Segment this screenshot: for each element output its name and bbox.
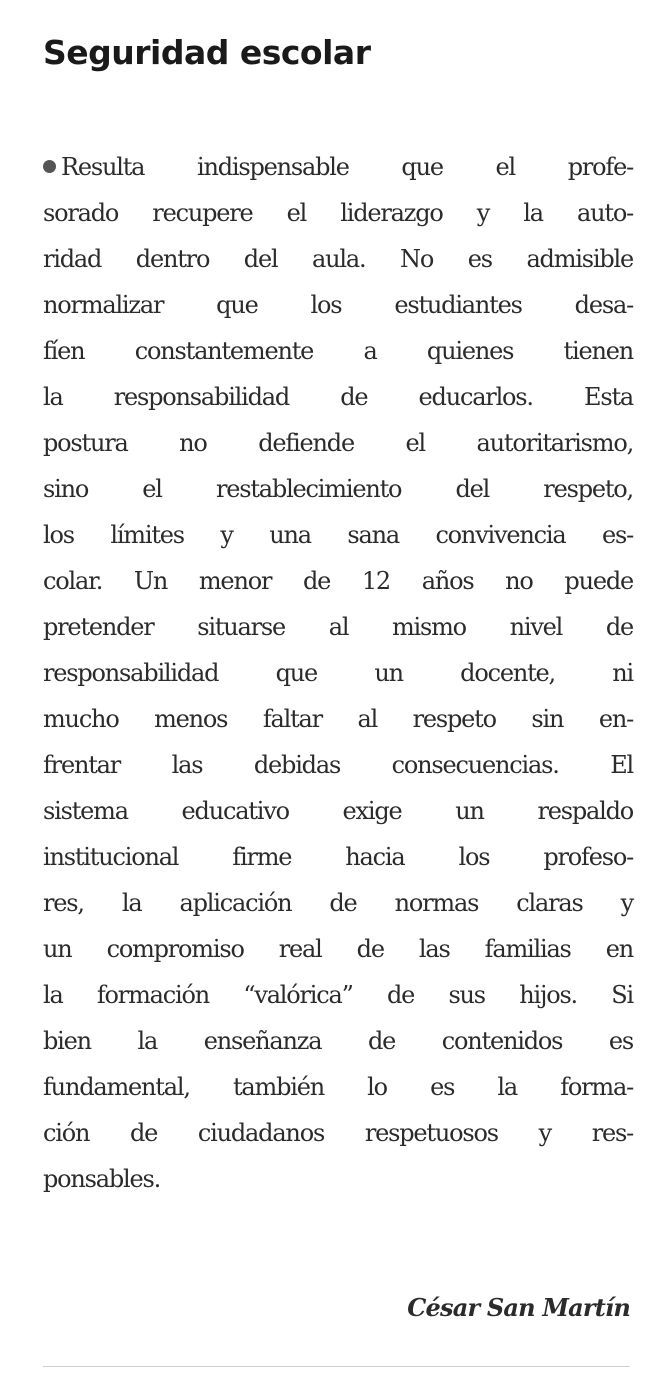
author-signature: César San Martín	[407, 1293, 630, 1322]
article-title: Seguridad escolar	[43, 33, 371, 72]
body-line: la formación “valórica” de sus hijos. Si	[43, 981, 633, 1009]
bottom-divider	[43, 1366, 630, 1367]
body-line: ponsables.	[43, 1165, 161, 1193]
body-line: institucional firme hacia los profeso-	[43, 843, 633, 871]
article-body	[43, 144, 633, 1202]
body-line-text: Resulta indispensable que el profe-	[61, 153, 633, 181]
body-line: sorado recupere el liderazgo y la auto-	[43, 199, 633, 227]
body-line: postura no defiende el autoritarismo,	[43, 429, 633, 457]
body-line: ridad dentro del aula. No es admisible	[43, 245, 633, 273]
body-line: fíen constantemente a quienes tienen	[43, 337, 633, 365]
body-line: ción de ciudadanos respetuosos y res-	[43, 1119, 633, 1147]
article	[43, 33, 631, 72]
body-line: mucho menos faltar al respeto sin en-	[43, 705, 633, 733]
body-line: pretender situarse al mismo nivel de	[43, 613, 633, 641]
body-line: fundamental, también lo es la forma-	[43, 1073, 633, 1101]
body-line	[43, 144, 633, 190]
body-line: un compromiso real de las familias en	[43, 935, 633, 963]
bullet-dot-icon	[43, 160, 56, 173]
body-line: res, la aplicación de normas claras y	[43, 889, 633, 917]
body-line: los límites y una sana convivencia es-	[43, 521, 633, 549]
body-line: responsabilidad que un docente, ni	[43, 659, 633, 687]
body-line: la responsabilidad de educarlos. Esta	[43, 383, 633, 411]
body-line: colar. Un menor de 12 años no puede	[43, 567, 633, 595]
body-line: sino el restablecimiento del respeto,	[43, 475, 633, 503]
body-line: frentar las debidas consecuencias. El	[43, 751, 633, 779]
body-line: sistema educativo exige un respaldo	[43, 797, 633, 825]
body-line: bien la enseñanza de contenidos es	[43, 1027, 633, 1055]
body-line: normalizar que los estudiantes desa-	[43, 291, 633, 319]
